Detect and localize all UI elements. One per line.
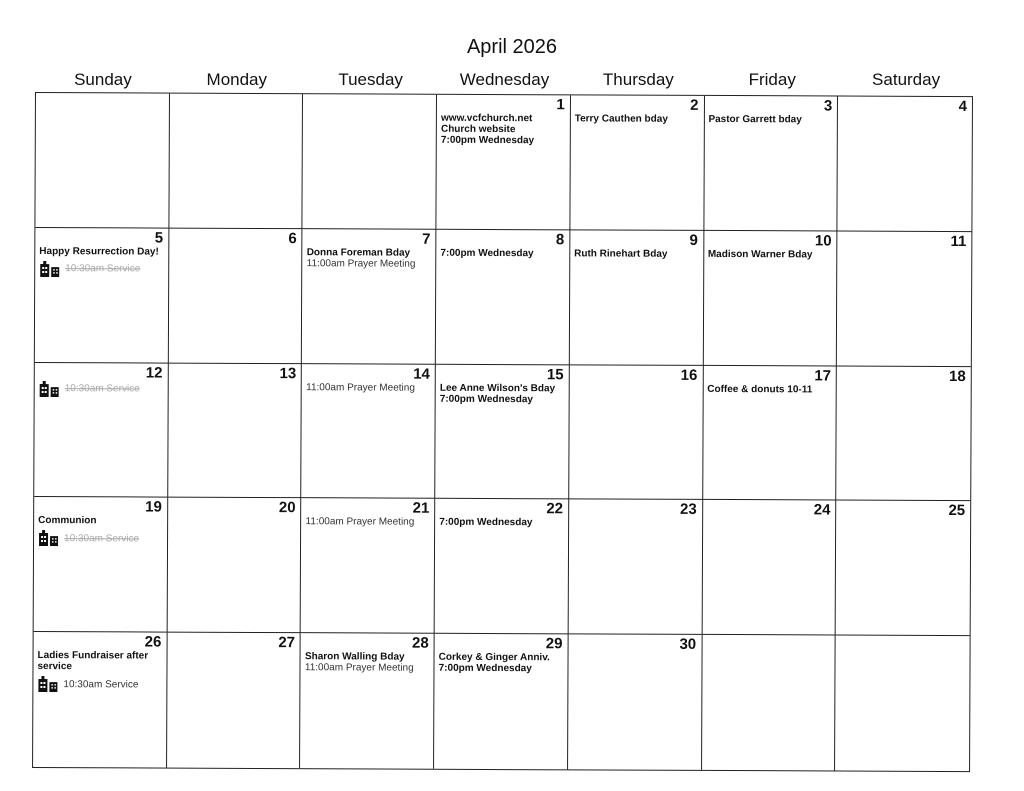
event-list	[707, 518, 832, 519]
day-number: 20	[278, 499, 296, 517]
day-number: 25	[948, 502, 966, 520]
day-cell-11[interactable]	[837, 231, 971, 366]
service-text: 10:30am Service	[64, 533, 140, 545]
event-list	[706, 653, 831, 654]
event-text: 7:00pm Wednesday	[439, 517, 533, 529]
weekday-label: Friday	[748, 70, 796, 89]
event-text: Madison Warner Bday	[707, 248, 813, 261]
day-number: 1	[556, 96, 565, 114]
day-number: 19	[145, 498, 162, 516]
day-cell-29[interactable]	[434, 634, 568, 769]
day-number: 6	[288, 229, 297, 247]
event-list	[440, 382, 565, 405]
day-cell-28[interactable]	[300, 633, 434, 768]
event-list	[173, 246, 298, 247]
event-text: 11:00am Prayer Meeting	[305, 516, 415, 529]
event-text: Sharon Walling Bday	[304, 651, 405, 663]
service-event	[38, 530, 163, 547]
church-building-icon	[39, 381, 61, 397]
event-list	[172, 381, 297, 382]
service-text: 10:30am Service	[64, 383, 140, 395]
event-text: 7:00pm Wednesday	[438, 662, 532, 675]
empty-day-cell[interactable]	[35, 93, 169, 228]
day-number: 4	[958, 98, 967, 116]
event-text: Church website	[440, 123, 516, 136]
day-cell-16[interactable]	[569, 365, 703, 500]
event-list	[171, 651, 296, 652]
event-list	[440, 248, 565, 260]
event-list	[172, 516, 297, 517]
day-number: 22	[546, 500, 564, 518]
day-number: 3	[823, 97, 833, 115]
event-list	[306, 517, 431, 529]
day-number: 8	[555, 231, 565, 249]
church-building-icon	[37, 676, 59, 692]
day-cell-14[interactable]	[302, 364, 436, 499]
day-cell-7[interactable]	[302, 229, 436, 364]
day-number: 24	[813, 501, 831, 519]
day-cell-10[interactable]	[703, 231, 837, 366]
day-cell-13[interactable]	[168, 363, 302, 498]
day-cell-18[interactable]	[837, 366, 971, 501]
weekday-label: Tuesday	[338, 70, 403, 89]
event-list	[575, 113, 700, 125]
event-text: Ruth Rinehart Bday	[574, 248, 668, 260]
event-text: Lee Anne Wilson's Bday	[439, 382, 556, 394]
day-number: 7	[422, 230, 431, 248]
event-list	[707, 384, 832, 396]
day-cell-1[interactable]	[437, 95, 571, 230]
day-cell-22[interactable]	[435, 499, 569, 634]
event-list	[305, 651, 430, 674]
event-list	[174, 112, 299, 113]
day-number: 23	[680, 501, 697, 519]
day-number: 12	[145, 364, 163, 382]
event-list	[307, 247, 432, 270]
day-cell-5[interactable]	[35, 228, 169, 363]
service-text: 10:30am Service	[63, 678, 139, 691]
day-number: 16	[680, 366, 698, 384]
service-event	[39, 381, 164, 398]
day-cell-9[interactable]	[570, 230, 704, 365]
event-list	[38, 515, 163, 547]
event-list	[574, 248, 699, 260]
day-cell-25[interactable]	[836, 501, 970, 636]
day-cell-8[interactable]	[436, 230, 570, 365]
event-text: Corkey & Ginger Anniv.	[438, 651, 550, 664]
day-number: 26	[144, 633, 162, 651]
month-grid	[32, 92, 973, 772]
day-cell-21[interactable]	[301, 499, 435, 634]
calendar-title: April 2026	[466, 36, 558, 58]
weekday-label: Thursday	[602, 70, 674, 89]
event-list	[574, 383, 699, 384]
event-list	[842, 249, 968, 250]
day-cell-30[interactable]	[568, 635, 702, 770]
event-text: 11:00am Prayer Meeting	[306, 381, 415, 394]
event-list	[841, 384, 967, 385]
day-number: 30	[679, 636, 697, 654]
event-list	[708, 249, 833, 261]
event-list	[307, 112, 432, 113]
weekday-header	[36, 70, 973, 92]
event-list	[306, 382, 431, 394]
day-number: 11	[950, 232, 967, 250]
day-cell-4[interactable]	[838, 97, 972, 232]
day-cell-6[interactable]	[169, 228, 303, 363]
event-text: 7:00pm Wednesday	[439, 393, 534, 405]
empty-day-cell[interactable]	[303, 94, 437, 229]
day-number: 15	[546, 365, 564, 383]
day-cell-17[interactable]	[703, 366, 837, 501]
event-text: Communion	[38, 515, 97, 527]
event-text: Donna Foreman Bday	[306, 246, 411, 259]
day-cell-26[interactable]	[33, 632, 167, 767]
event-text: 11:00am Prayer Meeting	[304, 662, 414, 674]
weekday-label: Monday	[206, 70, 268, 89]
day-number: 21	[412, 500, 430, 518]
event-list	[708, 114, 833, 126]
service-text: 10:30am Service	[65, 263, 141, 275]
day-cell-15[interactable]	[435, 364, 569, 499]
event-list	[39, 246, 164, 278]
event-list	[840, 654, 966, 655]
day-number: 14	[413, 365, 430, 383]
day-number: 29	[545, 635, 563, 653]
day-cell-12[interactable]	[34, 363, 168, 498]
day-cell-24[interactable]	[702, 500, 836, 635]
day-cell-20[interactable]	[167, 498, 301, 633]
church-building-icon	[38, 530, 60, 546]
service-event	[39, 261, 164, 278]
event-text: www.vcfchurch.net	[441, 112, 533, 125]
service-event	[37, 676, 162, 693]
event-list	[573, 518, 698, 519]
weekday-label: Wednesday	[459, 70, 550, 89]
empty-day-cell[interactable]	[835, 636, 969, 771]
day-cell-27[interactable]	[167, 633, 301, 768]
day-number: 10	[814, 232, 832, 250]
event-list	[37, 650, 162, 693]
day-cell-3[interactable]	[704, 96, 838, 231]
event-list	[439, 517, 564, 529]
event-text: Pastor Garrett bday	[708, 113, 802, 126]
event-list	[439, 652, 564, 675]
event-list	[840, 519, 966, 520]
day-number: 9	[689, 231, 698, 249]
event-list	[441, 113, 566, 147]
event-text: Happy Resurrection Day!	[39, 245, 159, 258]
day-number: 5	[154, 229, 164, 247]
weekday-label: Saturday	[872, 70, 941, 89]
day-cell-19[interactable]	[34, 497, 168, 632]
empty-day-cell[interactable]	[169, 94, 303, 229]
day-number: 2	[690, 96, 699, 114]
event-text: Ladies Fundraiser after service	[37, 650, 149, 673]
event-list	[39, 381, 164, 398]
event-text: 7:00pm Wednesday	[440, 247, 534, 259]
day-cell-23[interactable]	[568, 500, 702, 635]
event-list	[572, 653, 697, 654]
day-number: 17	[814, 366, 832, 385]
church-building-icon	[39, 261, 61, 277]
day-number: 13	[279, 364, 297, 382]
empty-day-cell[interactable]	[702, 635, 836, 770]
event-text: 11:00am Prayer Meeting	[306, 257, 416, 270]
day-number: 28	[412, 634, 429, 652]
event-text: Terry Cauthen bday	[574, 113, 668, 125]
event-list	[842, 115, 968, 116]
day-number: 18	[949, 367, 966, 385]
event-list	[40, 111, 165, 112]
event-text: Coffee & donuts 10-11	[707, 383, 813, 395]
weekday-label: Sunday	[74, 70, 132, 89]
day-cell-2[interactable]	[570, 95, 704, 230]
day-number: 27	[278, 634, 296, 652]
event-text: 7:00pm Wednesday	[440, 134, 535, 147]
